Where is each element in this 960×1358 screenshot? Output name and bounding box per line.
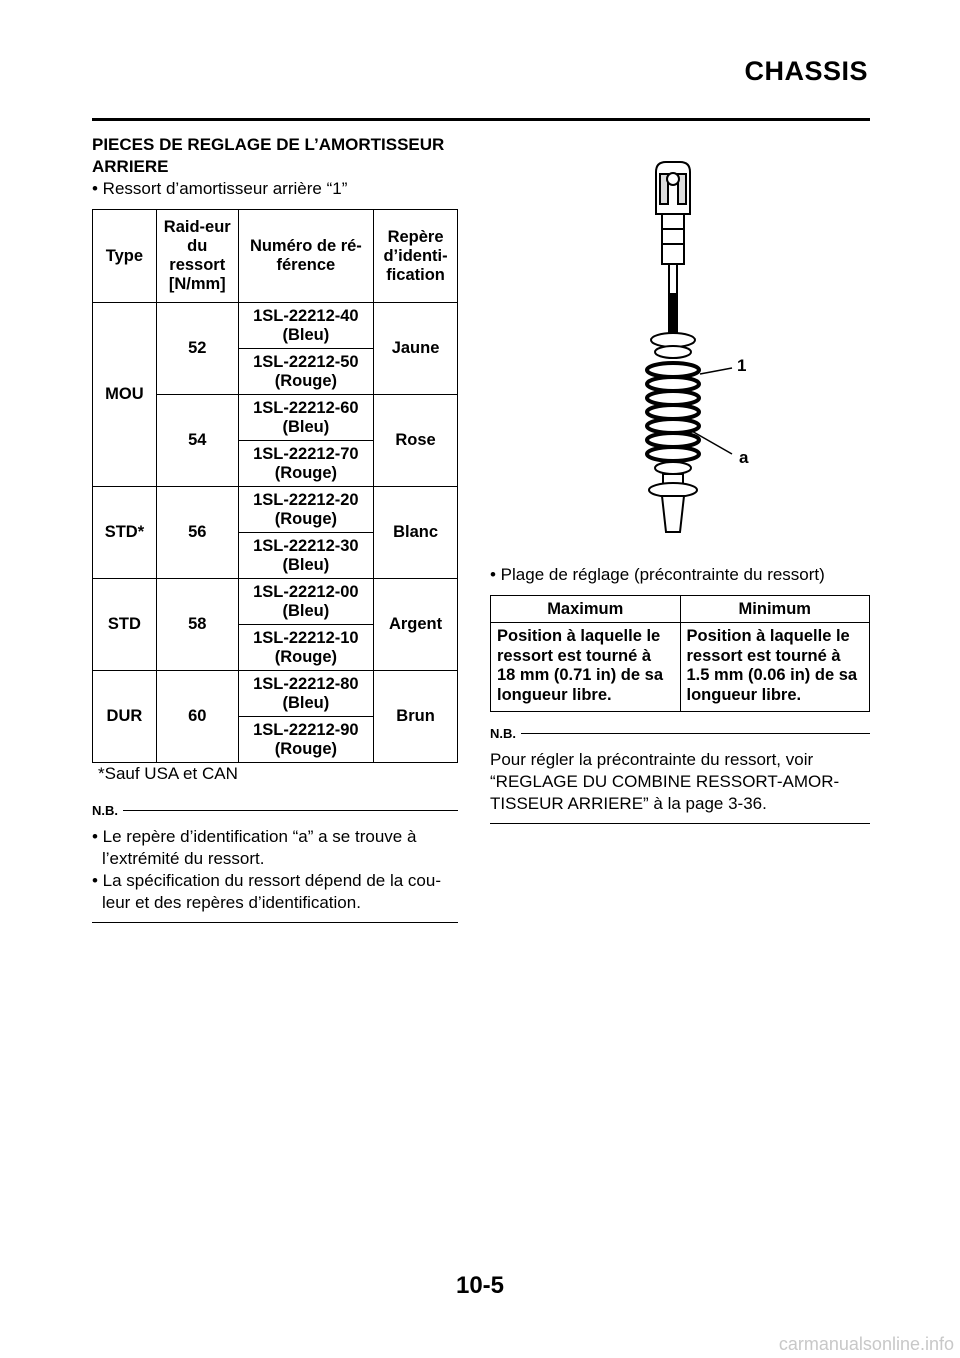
spring-bullet: • Ressort d’amortisseur arrière “1” [92, 179, 348, 198]
type-cell: STD* [93, 487, 157, 579]
section-title: PIECES DE REGLAGE DE L’AMORTISSEUR ARRIERE [92, 135, 445, 176]
table-row [93, 579, 458, 625]
leader-line-1 [700, 368, 732, 374]
part-number-cell: 1SL-22212-80 (Bleu) [238, 671, 373, 717]
table-footnote: *Sauf USA et CAN [98, 764, 238, 783]
left-column [92, 134, 458, 923]
callout-a: a [739, 448, 749, 467]
mark-cell: Argent [374, 579, 458, 671]
page-number: 10-5 [455, 1272, 505, 1299]
part-number-cell: 1SL-22212-70 (Rouge) [238, 441, 373, 487]
table-row [93, 671, 458, 717]
part-number-cell: 1SL-22212-10 (Rouge) [238, 625, 373, 671]
adjust-range-table [490, 595, 870, 712]
rate-cell: 54 [156, 395, 238, 487]
table-row [93, 303, 458, 349]
header-minimum: Minimum [680, 596, 870, 623]
part-number-cell: 1SL-22212-50 (Rouge) [238, 349, 373, 395]
header-type: Type [93, 210, 157, 303]
mark-cell: Brun [374, 671, 458, 763]
table-header-row [93, 210, 458, 303]
nb-label: N.B. [92, 803, 118, 818]
spring-spec-table [92, 209, 458, 763]
right-column [490, 134, 870, 824]
header-rule [92, 118, 870, 121]
nb-end-rule [490, 823, 870, 824]
table-row [93, 487, 458, 533]
range-header-row [491, 596, 870, 623]
nb-rule [123, 810, 458, 811]
nb-note [92, 826, 458, 914]
part-number-cell: 1SL-22212-40 (Bleu) [238, 303, 373, 349]
part-number-cell: 1SL-22212-00 (Bleu) [238, 579, 373, 625]
part-number-cell: 1SL-22212-20 (Rouge) [238, 487, 373, 533]
header-id-mark: Repère d’identi-fication [374, 210, 458, 303]
mark-cell: Jaune [374, 303, 458, 395]
range-value-row [491, 623, 870, 712]
part-number-cell: 1SL-22212-60 (Bleu) [238, 395, 373, 441]
nb-note: Pour régler la précontrainte du ressort, voir “REGLAGE DU COMBINE RESSORT-AMOR-TISSEUR ARRIERE” à la page 3-36. [490, 750, 840, 813]
minimum-value: Position à laquelle le ressort est tourné à 1.5 mm (0.06 in) de sa longueur libre. [680, 623, 870, 712]
nb-label: N.B. [490, 726, 516, 741]
mark-cell: Rose [374, 395, 458, 487]
rate-cell: 58 [156, 579, 238, 671]
rate-cell: 60 [156, 671, 238, 763]
range-bullet: • Plage de réglage (précontrainte du ressort) [490, 565, 825, 584]
nb-heading [490, 726, 870, 741]
rate-cell: 56 [156, 487, 238, 579]
watermark: carmanualsonline.info [778, 1334, 954, 1354]
mark-cell: Blanc [374, 487, 458, 579]
nb-item: • La spécification du ressort dépend de la cou-leur et des repères d’identification. [92, 871, 441, 912]
callout-1: 1 [737, 356, 747, 375]
header-maximum: Maximum [491, 596, 681, 623]
nb-item: • Le repère d’identification “a” a se trouve à l’extrémité du ressort. [92, 827, 417, 868]
header-part-number: Numéro de ré-férence [238, 210, 373, 303]
nb-end-rule [92, 922, 458, 923]
header-rate: Raid-eur du ressort [N/mm] [156, 210, 238, 303]
shock-absorber-figure [490, 134, 870, 534]
type-cell: STD [93, 579, 157, 671]
rate-cell: 52 [156, 303, 238, 395]
type-cell: DUR [93, 671, 157, 763]
page-header-title: CHASSIS [744, 56, 868, 86]
maximum-value: Position à laquelle le ressort est tourné à 18 mm (0.71 in) de sa longueur libre. [491, 623, 681, 712]
type-cell: MOU [93, 303, 157, 487]
shock-absorber-illustration [490, 134, 870, 534]
nb-rule [521, 733, 870, 734]
part-number-cell: 1SL-22212-90 (Rouge) [238, 717, 373, 763]
part-number-cell: 1SL-22212-30 (Bleu) [238, 533, 373, 579]
nb-heading [92, 803, 458, 818]
